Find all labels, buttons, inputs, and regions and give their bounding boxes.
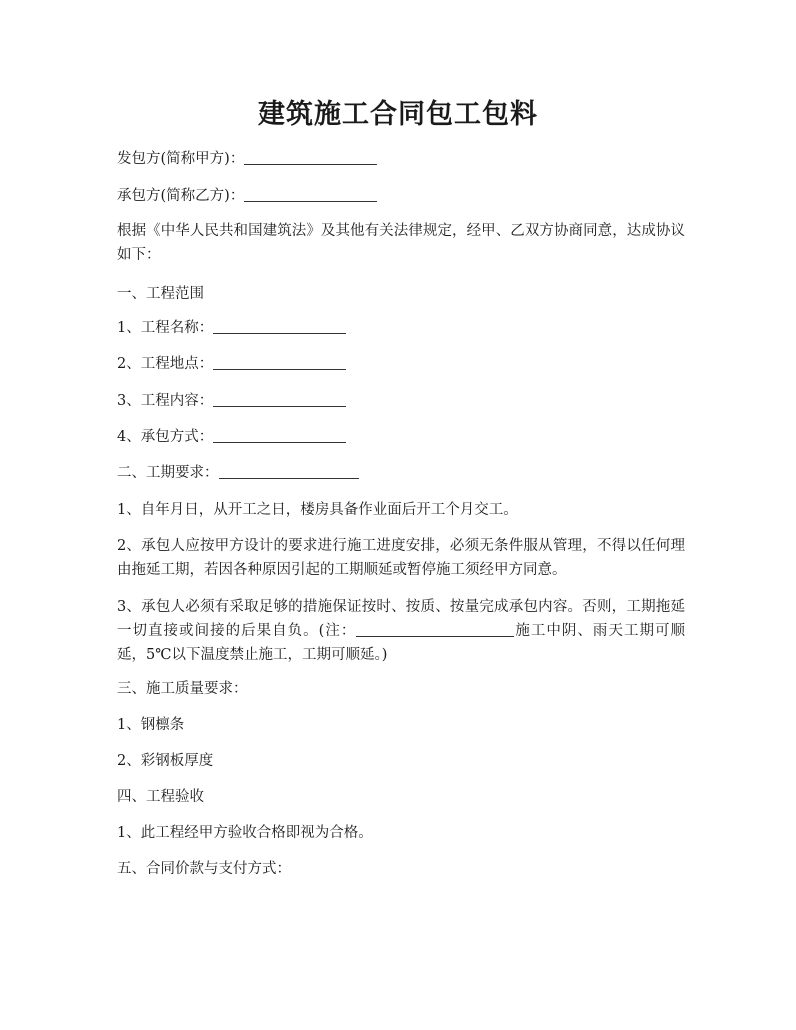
intro-paragraph: 根据《中华人民共和国建筑法》及其他有关法律规定，经甲、乙双方协商同意，达成协议如下： [117, 223, 685, 263]
section1-item-blank [213, 317, 346, 334]
section1-item-method [117, 425, 685, 449]
section3-item-steel-thickness: 2、彩钢板厚度 [117, 753, 214, 769]
section2-item3-part1: 3、承包人必须有采取足够的措施保证按时、按质、按量完成承包内容。否则，工期拖延一切直接或间接的后果自负。(注： [117, 599, 685, 639]
section4-item1: 1、此工程经甲方验收合格即视为合格。 [117, 825, 373, 841]
section1-item-label: 1、工程名称： [117, 320, 214, 336]
document-title: 建筑施工合同包工包料 [258, 99, 538, 130]
section2-item1: 1、自年月日，从开工之日，楼房具备作业面后开工个月交工。 [117, 502, 518, 518]
party-b-line [117, 184, 685, 208]
section2-heading-blank [219, 462, 359, 479]
section1-item-blank [213, 353, 346, 370]
section3-item-purlin: 1、钢檩条 [117, 717, 185, 733]
section1-item-label: 2、工程地点： [117, 356, 214, 372]
section2-item3-part2: 施工中阴、雨天工期可顺延，5℃以下温度禁止施工，工期可顺延。) [117, 623, 685, 663]
party-a-line [117, 147, 685, 171]
party-b-blank [244, 185, 377, 202]
section1-item-name [117, 316, 685, 340]
section2-heading: 二、工期要求： [117, 465, 219, 481]
section1-item-blank [213, 390, 346, 407]
section4-heading: 四、工程验收 [117, 789, 204, 805]
section1-item-label: 3、工程内容： [117, 393, 214, 409]
section2-item3-blank [356, 620, 514, 637]
section1-item-label: 4、承包方式： [117, 429, 214, 445]
section1-item-blank [213, 426, 346, 443]
section1-heading: 一、工程范围 [117, 286, 204, 302]
section2-heading-line [117, 461, 685, 485]
section2-item2: 2、承包人应按甲方设计的要求进行施工进度安排，必须无条件服从管理，不得以任何理由拖延工期，若因各种原因引起的工期顺延或暂停施工须经甲方同意。 [117, 538, 685, 578]
party-a-blank [244, 148, 377, 165]
section1-item-content [117, 389, 685, 413]
party-b-label: 承包方(简称乙方)： [117, 188, 245, 204]
party-a-label: 发包方(简称甲方)： [117, 151, 245, 167]
section5-heading: 五、合同价款与支付方式： [117, 861, 291, 877]
section1-item-location [117, 352, 685, 376]
section3-heading: 三、施工质量要求： [117, 681, 248, 697]
section2-item3 [117, 595, 685, 667]
